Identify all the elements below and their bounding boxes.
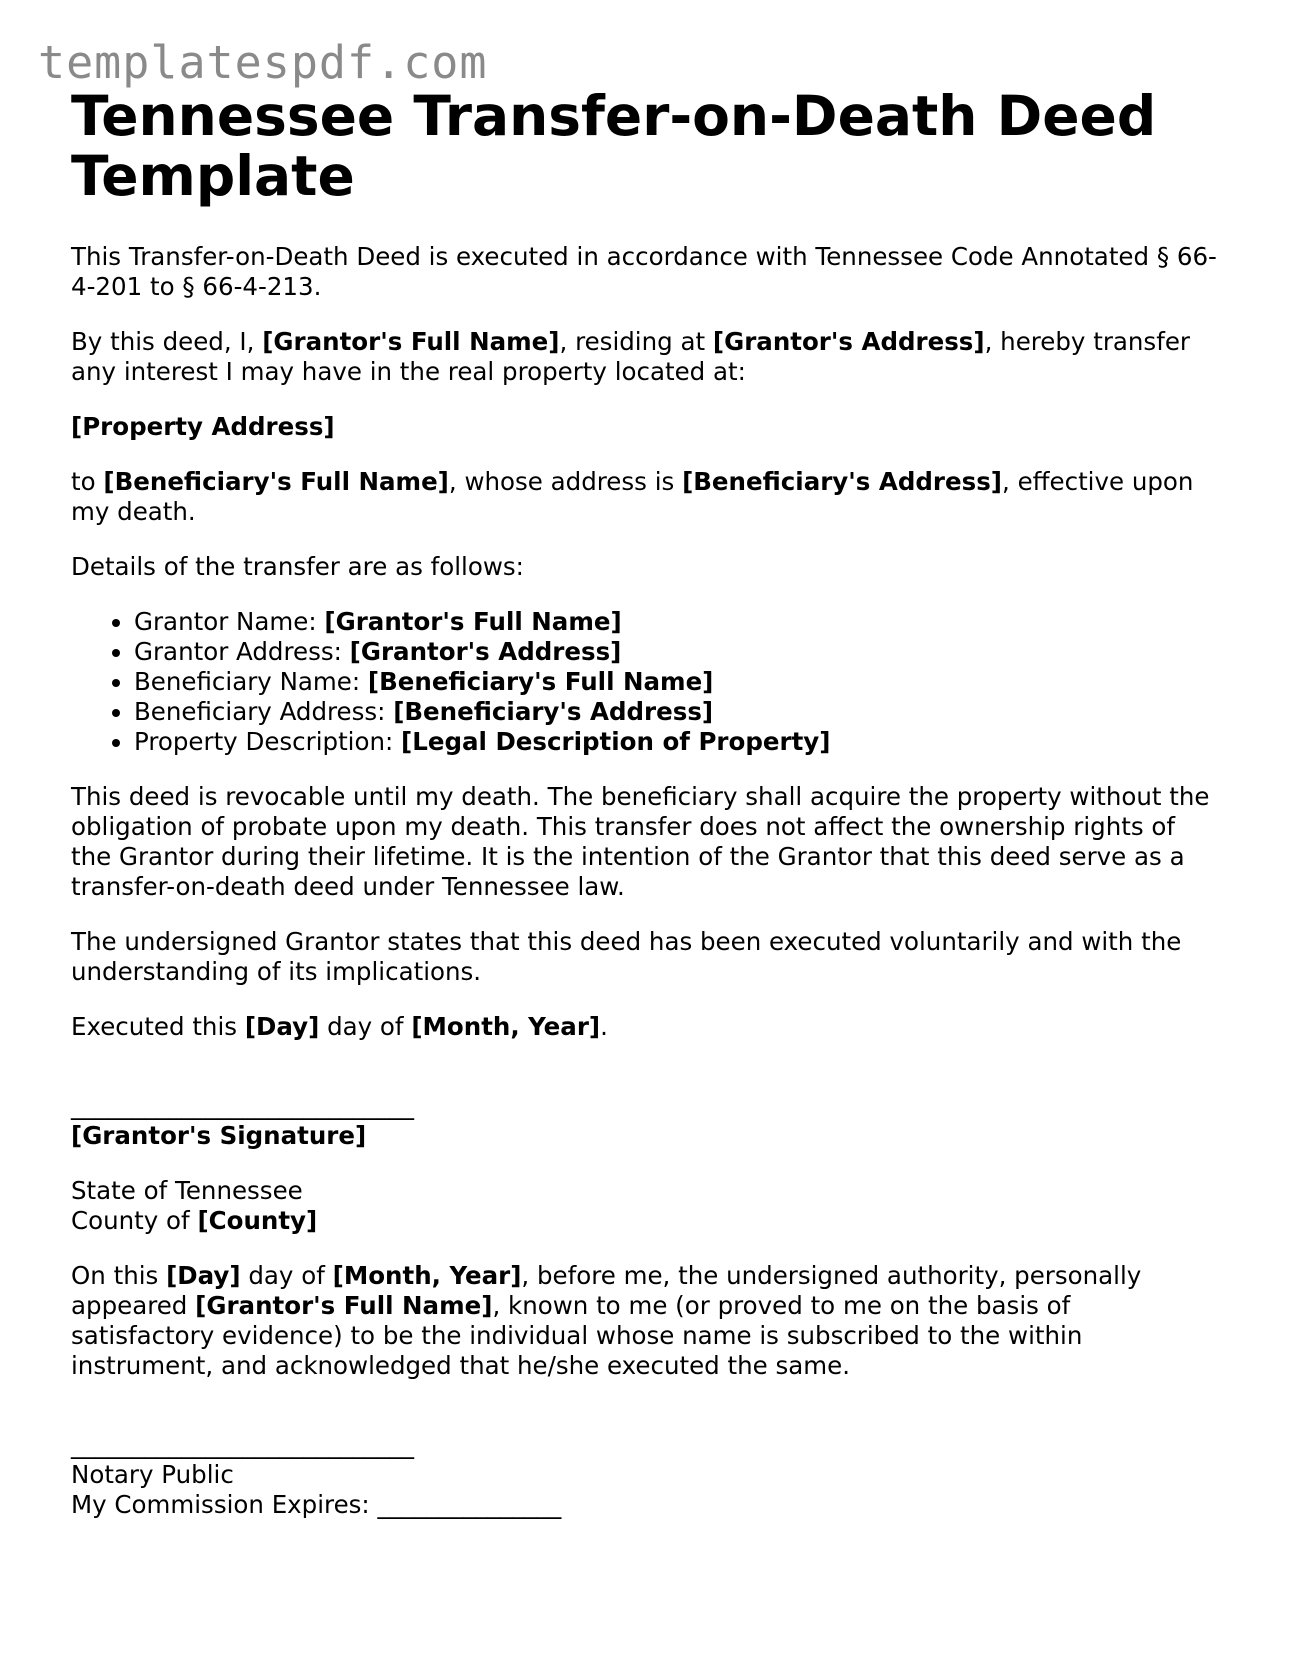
grantor-signature-block (71, 1091, 1221, 1151)
voluntary-paragraph: The undersigned Grantor states that this deed has been executed voluntarily and with the understanding of its implications. (71, 927, 1182, 986)
notary-signature-line: ____________________________ (71, 1430, 414, 1459)
detail-label: Grantor Address: (134, 637, 350, 666)
notary-signature-block (71, 1430, 1221, 1520)
detail-value: [Grantor's Address] (349, 637, 622, 666)
grantor-address-placeholder: [Grantor's Address] (712, 327, 985, 356)
intro-paragraph: This Transfer-on-Death Deed is executed in accordance with Tennessee Code Annotated § 66-4-201 to § 66-4-213. (71, 242, 1217, 301)
executed-paragraph (71, 1012, 1221, 1042)
list-item (134, 667, 1221, 697)
beneficiary-paragraph (71, 467, 1221, 527)
executed-text-1: Executed this (71, 1012, 245, 1041)
county-placeholder: [County] (197, 1206, 318, 1235)
beneficiary-address-placeholder: [Beneficiary's Address] (682, 467, 1002, 496)
signature-line: ____________________________ (71, 1091, 414, 1120)
document-title: Tennessee Transfer-on-Death Deed Template (71, 84, 1157, 208)
ack-text-4: , known to me (or proved to me on the basis of satisfactory evidence) to be the individual whose name is subscribed to the within instrument, and acknowledged that he/she executed the same. (71, 1291, 1083, 1380)
detail-value: [Beneficiary's Address] (393, 697, 714, 726)
detail-value: [Legal Description of Property] (401, 727, 831, 756)
detail-value: [Grantor's Full Name] (324, 607, 622, 636)
ack-text-1: On this (71, 1261, 167, 1290)
ack-day-placeholder: [Day] (166, 1261, 241, 1290)
executed-month-year-placeholder: [Month, Year] (411, 1012, 601, 1041)
ack-text-2: day of (240, 1261, 333, 1290)
ack-month-year-placeholder: [Month, Year] (332, 1261, 522, 1290)
executed-text-3: . (600, 1012, 608, 1041)
detail-label: Property Description: (134, 727, 402, 756)
details-list (71, 607, 1221, 757)
details-intro: Details of the transfer are as follows: (71, 552, 524, 581)
commission-blank: _______________ (377, 1490, 562, 1519)
grant-text-2: , residing at (559, 327, 713, 356)
detail-label: Grantor Name: (134, 607, 325, 636)
commission-label: My Commission Expires: (71, 1490, 378, 1519)
revocable-paragraph: This deed is revocable until my death. The beneficiary shall acquire the property without the obligation of probate upon my death. This transfer does not affect the ownership rights of the Grantor during their lifetime. It is the intention of the Grantor that this deed serve as a transfer-on-death deed under Tennessee law. (71, 782, 1210, 901)
beneficiary-text-1: to (71, 467, 104, 496)
list-item (134, 607, 1221, 637)
beneficiary-name-placeholder: [Beneficiary's Full Name] (103, 467, 449, 496)
detail-label: Beneficiary Name: (134, 667, 368, 696)
grantor-name-placeholder: [Grantor's Full Name] (262, 327, 560, 356)
grant-text-1: By this deed, I, (71, 327, 263, 356)
spacer (71, 1406, 1221, 1430)
notary-public-label: Notary Public (71, 1460, 234, 1489)
list-item (134, 637, 1221, 667)
property-address-placeholder: [Property Address] (71, 412, 335, 441)
ack-text-3: , before me, the undersigned authority, personally appeared (71, 1261, 1142, 1320)
spacer (71, 1067, 1221, 1091)
grant-paragraph (71, 327, 1221, 387)
grantor-signature-label: [Grantor's Signature] (71, 1121, 367, 1150)
beneficiary-text-3: , effective upon my death. (71, 467, 1194, 526)
state-label: State of Tennessee (71, 1176, 303, 1205)
grant-text-3: , hereby transfer any interest I may have in the real property located at: (71, 327, 1190, 386)
detail-value: [Beneficiary's Full Name] (367, 667, 714, 696)
ack-grantor-name-placeholder: [Grantor's Full Name] (195, 1291, 493, 1320)
executed-day-placeholder: [Day] (244, 1012, 320, 1041)
detail-label: Beneficiary Address: (134, 697, 394, 726)
document-page (71, 86, 1221, 1545)
beneficiary-text-2: , whose address is (448, 467, 683, 496)
list-item (134, 727, 1221, 757)
executed-text-2: day of (319, 1012, 412, 1041)
list-item (134, 697, 1221, 727)
property-address-paragraph (71, 412, 1221, 442)
acknowledgment-paragraph (71, 1261, 1221, 1381)
notary-venue-block (71, 1176, 1221, 1236)
watermark-logo: templatespdf.com (38, 36, 488, 89)
county-prefix: County of (71, 1206, 198, 1235)
